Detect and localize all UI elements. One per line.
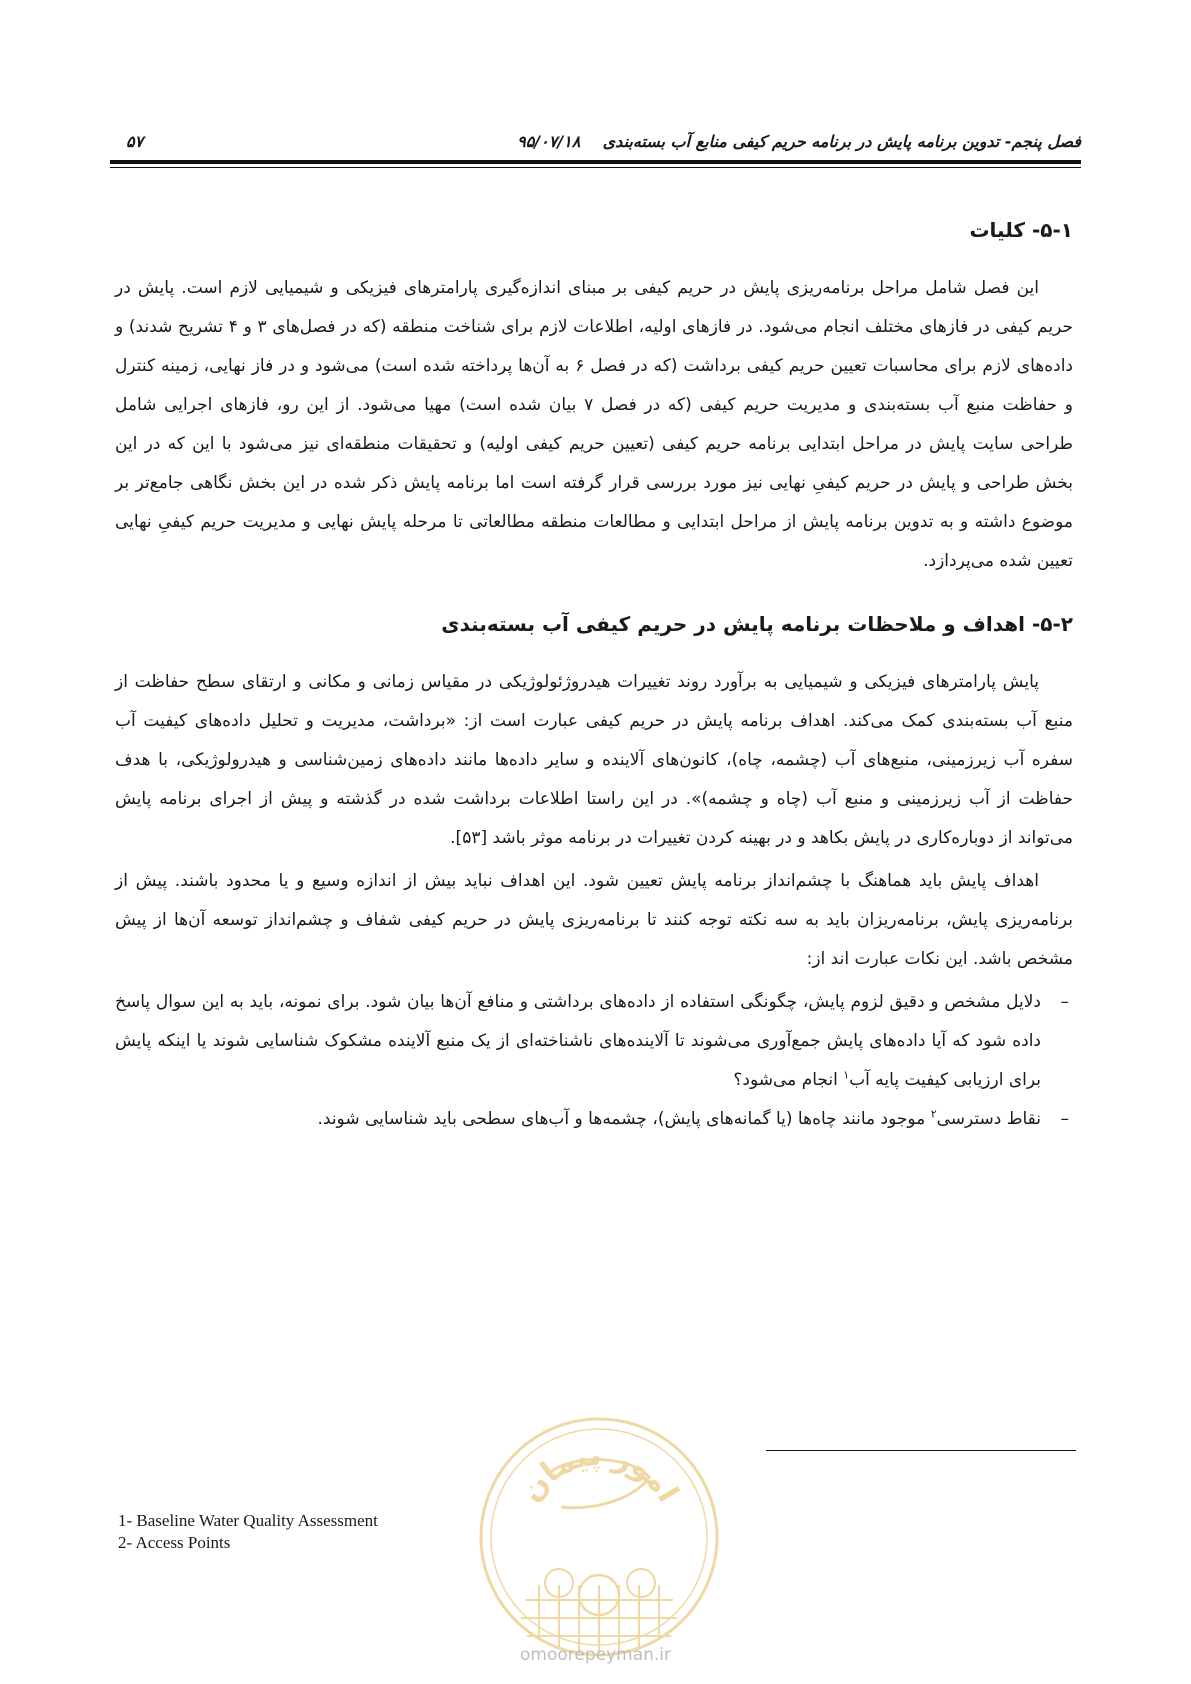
header-rule-thin <box>110 167 1081 168</box>
bullet-dash: – <box>1060 1109 1069 1129</box>
header-chapter-title <box>517 132 1081 151</box>
body-content <box>115 215 1073 1139</box>
footnote-2: 2- Access Points <box>118 1533 231 1552</box>
list-item <box>115 983 1073 1100</box>
running-header <box>110 128 1081 158</box>
footnotes <box>118 1510 378 1554</box>
footnote-separator <box>766 1450 1076 1451</box>
header-date: ۹۵/۰۷/۱۸ <box>517 132 581 151</box>
bullet2-text-end: موجود مانند چاه‌ها (یا گمانه‌های پایش)، چشمه‌ها و آب‌های سطحی باید شناسایی شوند. <box>317 1109 931 1129</box>
header-title-text: فصل پنجم- تدوین برنامه پایش در برنامه حریم کیفی منابع آب بسته‌بندی <box>602 132 1081 151</box>
section2-paragraph-1: پایش پارامترهای فیزیکی و شیمیایی به برآورد روند تغییرات هیدروژئولوژیکی در مقیاس زمانی و مکانی و ارتقای سطح حفاظت از منبع آب بسته‌بندی کمک می‌کند. اهداف برنامه پایش در حریم کیفی عبارت است از: «برداشت، مدیریت و تحلیل داده‌های کیفیت آب سفره آب زیرزمینی، منبع‌های آب (چشمه، چاه)، کانون‌های آلاینده و سایر داده‌ها مانند داده‌های زمین‌شناسی و هیدرولوژیکی، با هدف حفاظت از آب زیرزمینی و منبع آب (چاه و چشمه)». در این راستا اطلاعات برداشت شده در گذشته و پیش از اجرای برنامه پایش می‌تواند از دوباره‌کاری در پایش بکاهد و در بهینه کردن تغییرات در برنامه موثر باشد [۵۳]. <box>115 672 1073 848</box>
section2-paragraph-2: اهداف پایش باید هماهنگ با چشم‌انداز برنامه پایش تعیین شود. این اهداف نباید بیش از اندازه وسیع و یا محدود باشند. پیش از برنامه‌ریزی پایش، برنامه‌ریزان باید به سه نکته توجه کنند تا برنامه‌ریزی پایش در حریم کیفی شفاف و چشم‌انداز توسعه آن‌ها از پیش مشخص باشد. این نکات عبارت اند از: <box>115 871 1073 969</box>
bullet-dash: – <box>1060 992 1069 1012</box>
watermark-logo-text: امور پیمان <box>513 1437 686 1509</box>
list-item <box>115 1100 1073 1139</box>
bullet1-text: دلایل مشخص و دقیق لزوم پایش، چگونگی استفاده از داده‌های برداشتی و منافع آن‌ها بیان شود. برای نمونه، باید به این سوال پاسخ داده شود که آیا داده‌های پایش جمع‌آوری می‌شوند تا آلاینده‌های ناشناخته‌ای از یک منبع آلاینده مشکوک شناسایی شوند یا اینکه پایش برای ارزیابی کیفیت پایه آب <box>115 992 1041 1090</box>
footnote-1: 1- Baseline Water Quality Assessment <box>118 1511 378 1530</box>
page-number: ۵۷ <box>126 132 144 151</box>
section-heading-goals: ۵-۲- اهداف و ملاحظات برنامه پایش در حریم کیفی آب بسته‌بندی <box>441 612 1073 636</box>
bullet2-text: نقاط دسترسی <box>936 1109 1041 1129</box>
section1-paragraph: این فصل شامل مراحل برنامه‌ریزی پایش در حریم کیفی بر مبنای اندازه‌گیری پارامترهای فیزیکی و شیمیایی لازم است. پایش در حریم کیفی در فازهای مختلف انجام می‌شود. در فازهای اولیه، اطلاعات لازم برای شناخت منطقه (که در فصل‌های ۳ و ۴ تشریح شدند) و داده‌های لازم برای محاسبات تعیین حریم کیفی برداشت (که در فصل ۶ به آن‌ها پرداخته شده است) می‌شود و در فاز نهایی، زمینه کنترل و حفاظت منبع آب بسته‌بندی و مدیریت حریم کیفی (که در فصل ۷ بیان شده است) مهیا می‌شود. از این رو، فازهای اجرایی شامل طراحی سایت پایش در مراحل ابتدایی برنامه حریم کیفی (تعیین حریم کیفی اولیه) و تحقیقات منطقه‌ای نیز می‌شود با این که در این بخش طراحی و پایش در حریم کیفیِ نهایی نیز مورد بررسی قرار گرفته است اما برنامه پایش ذکر شده در این بخش نگاهی جامع‌تر بر موضوع داشته و به تدوین برنامه پایش از مراحل ابتدایی و مطالعات منطقه مطالعاتی تا مرحله پایش نهایی و مدیریت حریم کیفیِ نهایی تعیین شده می‌پردازد. <box>115 278 1073 571</box>
bullet-list <box>115 983 1073 1139</box>
bullet1-text-end: انجام می‌شود؟ <box>733 1070 844 1090</box>
header-rule-thick <box>110 160 1081 164</box>
watermark-seal-icon <box>477 1415 722 1660</box>
footnote-ref-1: ۱ <box>843 1068 850 1082</box>
watermark-site: omoorepeyman.ir <box>519 1645 672 1665</box>
section-heading-general: ۵-۱- کلیات <box>969 218 1073 242</box>
footnote-ref-2: ۲ <box>930 1107 937 1121</box>
